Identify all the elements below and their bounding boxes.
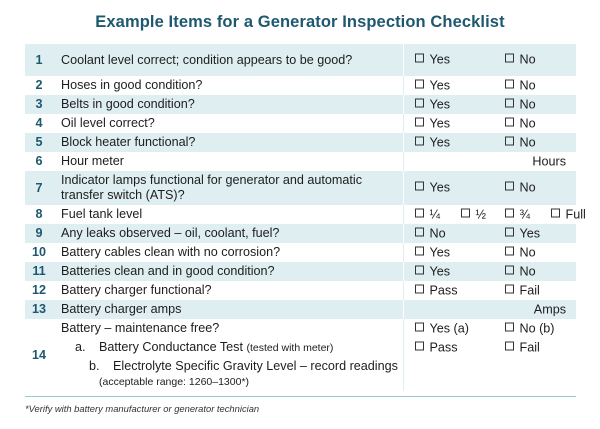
checkbox-icon [415,265,424,274]
bottom-rule [25,396,576,397]
option-no[interactable]: No [505,97,536,112]
option-no[interactable]: No [505,116,536,131]
checkbox-icon [505,117,514,126]
option-no[interactable]: No [505,53,536,68]
checkbox-icon [505,54,514,63]
option-no[interactable]: No [505,135,536,150]
checkbox-icon [505,284,514,293]
item-question: Hour meter [53,152,403,171]
item-number: 3 [25,95,53,114]
item-question: Battery charger amps [53,300,403,319]
checkbox-icon [415,182,424,191]
table-row [25,44,576,76]
item-number: 6 [25,152,53,171]
option-yes[interactable]: Yes [505,226,541,241]
checkbox-icon [415,208,424,217]
checkbox-icon [505,341,514,350]
table-row [25,357,576,391]
option-yes[interactable]: Yes [415,116,451,131]
amps-entry[interactable] [403,300,576,319]
item-question: Any leaks observed – oil, coolant, fuel? [53,224,403,243]
option-quarter[interactable]: ¼ [415,207,441,222]
table-row [25,133,576,152]
table-row [25,262,576,281]
option-half[interactable]: ½ [461,207,487,222]
table-row [25,300,576,319]
checkbox-icon [415,54,424,63]
option-pass[interactable]: Pass [415,340,458,355]
subitem-letter: b. [89,358,100,373]
checkbox-icon [415,341,424,350]
option-yes[interactable]: Yes [415,264,451,279]
checkbox-icon [505,322,514,331]
checkbox-icon [415,284,424,293]
option-three-quarter[interactable]: ¾ [505,207,531,222]
footnote: *Verify with battery manufacturer or generator technician [25,403,260,414]
checkbox-icon [415,117,424,126]
checkbox-icon [415,98,424,107]
item-question: Block heater functional? [53,133,403,152]
item-question: Belts in good condition? [53,95,403,114]
item-number: 9 [25,224,53,243]
option-yes[interactable]: Yes [415,181,451,196]
checkbox-icon [415,322,424,331]
item-question: Fuel tank level [53,205,403,224]
checkbox-icon [505,265,514,274]
option-no[interactable]: No [505,264,536,279]
option-yes[interactable]: Yes [415,245,451,260]
item-question: Battery – maintenance free? [53,319,403,338]
option-fail[interactable]: Fail [505,340,540,355]
item-question: Hoses in good condition? [53,76,403,95]
option-yes[interactable]: Yes [415,78,451,93]
checkbox-icon [415,246,424,255]
subitem-question: b. Electrolyte Specific Gravity Level – record readings (acceptable range: 1260–1300*) [53,357,403,391]
table-row [25,95,576,114]
item-question: Battery charger functional? [53,281,403,300]
item-question: Coolant level correct; condition appears to be good? [53,44,403,76]
table-row [25,281,576,300]
option-yes[interactable]: Yes [415,53,451,68]
option-no[interactable]: No [505,245,536,260]
readings-entry[interactable] [403,357,576,391]
item-question: Battery cables clean with no corrosion? [53,243,403,262]
page-title: Example Items for a Generator Inspection Checklist [95,13,505,31]
checkbox-icon [551,208,560,217]
item-number: 11 [25,262,53,281]
subitem-question: a. Battery Conductance Test (tested with meter) [53,338,403,357]
item-number: 13 [25,300,53,319]
option-no[interactable]: No [415,226,446,241]
checkbox-icon [415,79,424,88]
option-yes-a[interactable]: Yes (a) [415,321,469,336]
table-row [25,243,576,262]
checkbox-icon [415,136,424,145]
option-no-b[interactable]: No (b) [505,321,555,336]
item-number: 14 [25,319,53,391]
item-number: 5 [25,133,53,152]
item-number: 12 [25,281,53,300]
table-row [25,152,576,171]
option-pass[interactable]: Pass [415,283,458,298]
item-number: 2 [25,76,53,95]
option-fail[interactable]: Fail [505,283,540,298]
item-number: 8 [25,205,53,224]
checklist-table [25,44,586,391]
table-row [25,76,576,95]
table-row [25,171,576,205]
option-no[interactable]: No [505,181,536,196]
checkbox-icon [505,246,514,255]
subitem-letter: a. [75,339,86,354]
checkbox-icon [415,227,424,236]
checkbox-icon [461,208,470,217]
table-row [25,224,576,243]
option-yes[interactable]: Yes [415,97,451,112]
table-row [25,338,576,357]
option-full[interactable]: Full [551,207,586,222]
unit-label: Hours [532,154,566,168]
subitem-note: (acceptable range: 1260–1300*) [99,375,250,388]
item-number: 4 [25,114,53,133]
item-question: Oil level correct? [53,114,403,133]
checkbox-icon [505,79,514,88]
item-number: 1 [25,44,53,76]
item-number: 10 [25,243,53,262]
unit-label: Amps [533,302,566,316]
item-number: 7 [25,171,53,205]
subitem-note: (tested with meter) [246,341,334,354]
checkbox-icon [505,182,514,191]
table-row [25,319,576,338]
hours-entry[interactable] [403,152,576,171]
table-row [25,205,576,224]
option-yes[interactable]: Yes [415,135,451,150]
checkbox-icon [505,208,514,217]
checkbox-icon [505,136,514,145]
item-question: Indicator lamps functional for generator and automatic transfer switch (ATS)? [53,171,403,205]
checkbox-icon [505,227,514,236]
option-no[interactable]: No [505,78,536,93]
table-row [25,114,576,133]
item-question: Batteries clean and in good condition? [53,262,403,281]
checkbox-icon [505,98,514,107]
